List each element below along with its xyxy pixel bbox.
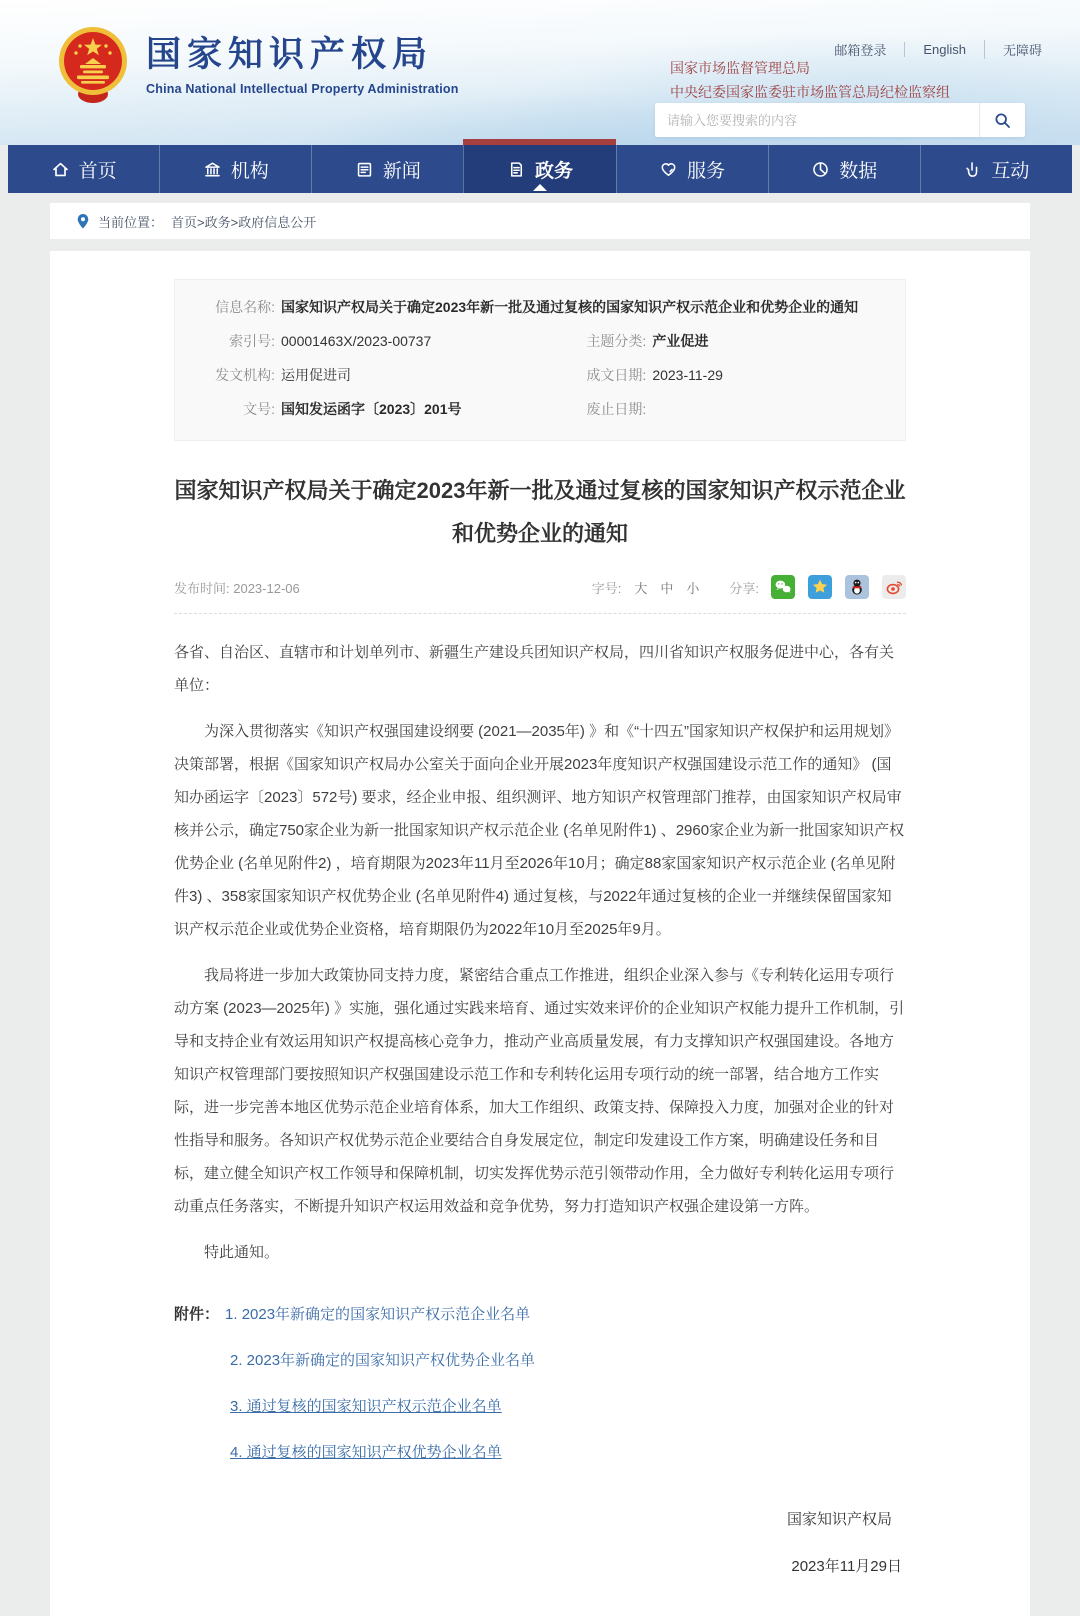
signature-block [174,1508,906,1576]
nav-tab-institution[interactable] [159,145,311,193]
fontsize-large-button[interactable]: 大 [634,580,648,596]
qq-share-button[interactable] [845,575,869,599]
samr-link[interactable]: 国家市场监督管理总局 [670,60,810,76]
qzone-icon [808,575,832,599]
search-bar [655,103,1025,137]
breadcrumb [50,203,1030,239]
attachment-link-3[interactable]: 3. 通过复核的国家知识产权示范企业名单 [230,1398,502,1415]
article-body [174,636,906,1269]
article-paragraph-2: 我局将进一步加大政策协同支持力度，紧密结合重点工作推进，组织企业深入参与《专利转化运用专项行动方案 (2023—2025年) 》实施，强化通过实践来培育、通过实效来评价的企业知识产权能力提升工作机制，引导和支持企业有效运用知识产权提高核心竞争力，推动产业高质量发展，有力支撑知识产权强国建设。各地方知识产权管理部门要按照知识产权强国建设示范工作和专利转化运用专项行动的统一部署，结合地方工作实际，进一步完善本地区优势示范企业培育体系，加大工作组织、政策支持、保障投入力度，加强对企业的针对性指导和服务。各知识产权优势示范企业要结合自身发展定位，制定印发建设工作方案，明确建设任务和目标，建立健全知识产权工作领导和保障机制，切实发挥优势示范引领带动作用，全力做好专利转化运用专项行动重点任务落实，不断提升知识产权运用效益和竞争优势，努力打造知识产权强企建设第一方阵。 [174,967,905,1215]
attachment-link-4[interactable]: 4. 通过复核的国家知识产权优势企业名单 [230,1444,502,1461]
share-icons [771,575,906,599]
national-emblem-icon [56,26,130,104]
info-topic-label: 主题分类: [586,333,647,349]
article-meta-row [174,575,906,599]
dashed-divider [174,613,906,614]
data-icon [811,160,830,179]
nav-label: 首页 [78,160,117,182]
info-doc-no-label: 文号: [243,401,275,417]
publish-time-label: 发布时间: [174,580,234,596]
signature-org: 国家知识产权局 [786,1511,892,1528]
weibo-share-button[interactable] [882,575,906,599]
info-doc-no-value: 国知发运函字〔2023〕201号 [281,401,462,417]
fontsize-medium-button[interactable]: 中 [660,580,674,596]
site-logo[interactable] [56,26,459,104]
accessibility-link[interactable]: 无障碍 [984,40,1042,59]
info-name-value: 国家知识产权局关于确定2023年新一批及通过复核的国家知识产权示范企业和优势企业的通知 [281,299,859,315]
publish-time-value: 2023-12-06 [233,580,300,596]
nav-label: 服务 [687,160,726,182]
attachment-link-2[interactable]: 2. 2023年新确定的国家知识产权优势企业名单 [230,1352,536,1369]
info-row-name [197,296,883,318]
info-name-label: 信息名称: [215,299,275,315]
info-issue-date-label: 成文日期: [586,367,647,383]
nav-label: 政务 [534,160,573,182]
related-links [670,56,950,104]
document-info-panel [174,279,906,441]
publish-time [174,578,300,597]
discipline-inspection-link[interactable]: 中央纪委国家监委驻市场监管总局纪检监察组 [670,84,950,100]
document-title-line1: 国家知识产权局关于确定2023年新一批及通过复核的国家知识产权示范企业 [174,478,906,503]
wechat-share-button[interactable] [771,575,795,599]
gov-affairs-icon [507,160,526,179]
nav-tab-interact[interactable] [920,145,1072,193]
fontsize-small-button[interactable]: 小 [686,580,700,596]
article-paragraph-1: 为深入贯彻落实《知识产权强国建设纲要 (2021—2035年) 》和《“十四五”国家知识产权保护和运用规划》决策部署，根据《国家知识产权局办公室关于面向企业开展2023年度知识产权强国建设示范工作的通知》 (国知办函运字〔2023〕572号) 要求，经企业申报、组织测评、地方知识产权管理部门推荐，由国家知识产权局审核并公示，确定750家企业为新一批国家知识产权示范企业 (名单见附件1) 、2960家企业为新一批国家知识产权优势企业 (名单见附件2) ，培育期限为2023年11月至2026年10月；确定88家国家知识产权示范企业 (名单见附件3) 、358家国家知识产权优势企业 (名单见附件4) 通过复核，与2022年通过复核的企业一并继续保留国家知识产权示范企业或优势企业资格，培育期限仍为2022年10月至2025年9月。 [174,723,905,938]
info-index-label: 索引号: [229,333,275,349]
site-banner [0,0,1080,145]
nav-label: 机构 [230,160,269,182]
info-issue-date-value: 2023-11-29 [652,367,723,383]
attachments-label: 附件： [174,1306,220,1323]
nav-tab-service[interactable] [616,145,768,193]
search-button[interactable] [979,103,1025,137]
qq-icon [845,575,869,599]
breadcrumb-prefix: 当前位置： [98,214,164,230]
attachment-link-1[interactable]: 1. 2023年新确定的国家知识产权示范企业名单 [225,1306,531,1323]
nav-tab-home[interactable] [8,145,159,193]
info-agency-value: 运用促进司 [281,367,351,383]
info-topic-value: 产业促进 [652,333,709,349]
nav-label: 互动 [991,160,1030,182]
breadcrumb-path[interactable]: 首页>政务>政府信息公开 [171,214,317,230]
article-salutation: 各省、自治区、直辖市和计划单列市、新疆生产建设兵团知识产权局，四川省知识产权服务促进中心，各有关单位： [174,644,895,694]
qzone-share-button[interactable] [808,575,832,599]
nav-label: 数据 [839,160,878,182]
main-nav [8,145,1072,193]
weibo-icon [882,575,906,599]
fontsize-label: 字号: [591,580,622,596]
service-icon [659,160,678,179]
nav-tab-data[interactable] [768,145,920,193]
signature-date: 2023年11月29日 [791,1558,902,1575]
wechat-icon [771,575,795,599]
document-title-line2: 和优势企业的通知 [451,521,628,546]
english-link[interactable]: English [904,42,984,57]
info-repeal-date-label: 废止日期: [586,401,647,417]
attachments-section [174,1303,906,1462]
location-pin-icon [76,213,90,230]
info-row-agency-date [197,364,883,386]
document-title [130,469,950,555]
info-row-index-topic [197,330,883,352]
share-label: 分享: [729,580,759,596]
institution-icon [203,160,222,179]
mail-login-link[interactable]: 邮箱登录 [834,43,887,58]
nav-tab-gov-affairs[interactable] [463,145,615,193]
info-agency-label: 发文机构: [215,367,275,383]
news-icon [355,160,374,179]
site-subtitle: China National Intellectual Property Administration [146,81,459,96]
article-closing: 特此通知。 [204,1244,280,1261]
nav-tab-news[interactable] [311,145,463,193]
nav-label: 新闻 [382,160,421,182]
info-index-value: 00001463X/2023-00737 [281,333,432,349]
site-title: 国家知识产权局 [146,35,434,74]
info-row-docno-repeal [197,398,883,420]
search-input[interactable] [655,103,979,137]
search-icon [994,112,1011,129]
home-icon [51,160,70,179]
interact-icon [963,160,982,179]
content-card [50,251,1030,1616]
